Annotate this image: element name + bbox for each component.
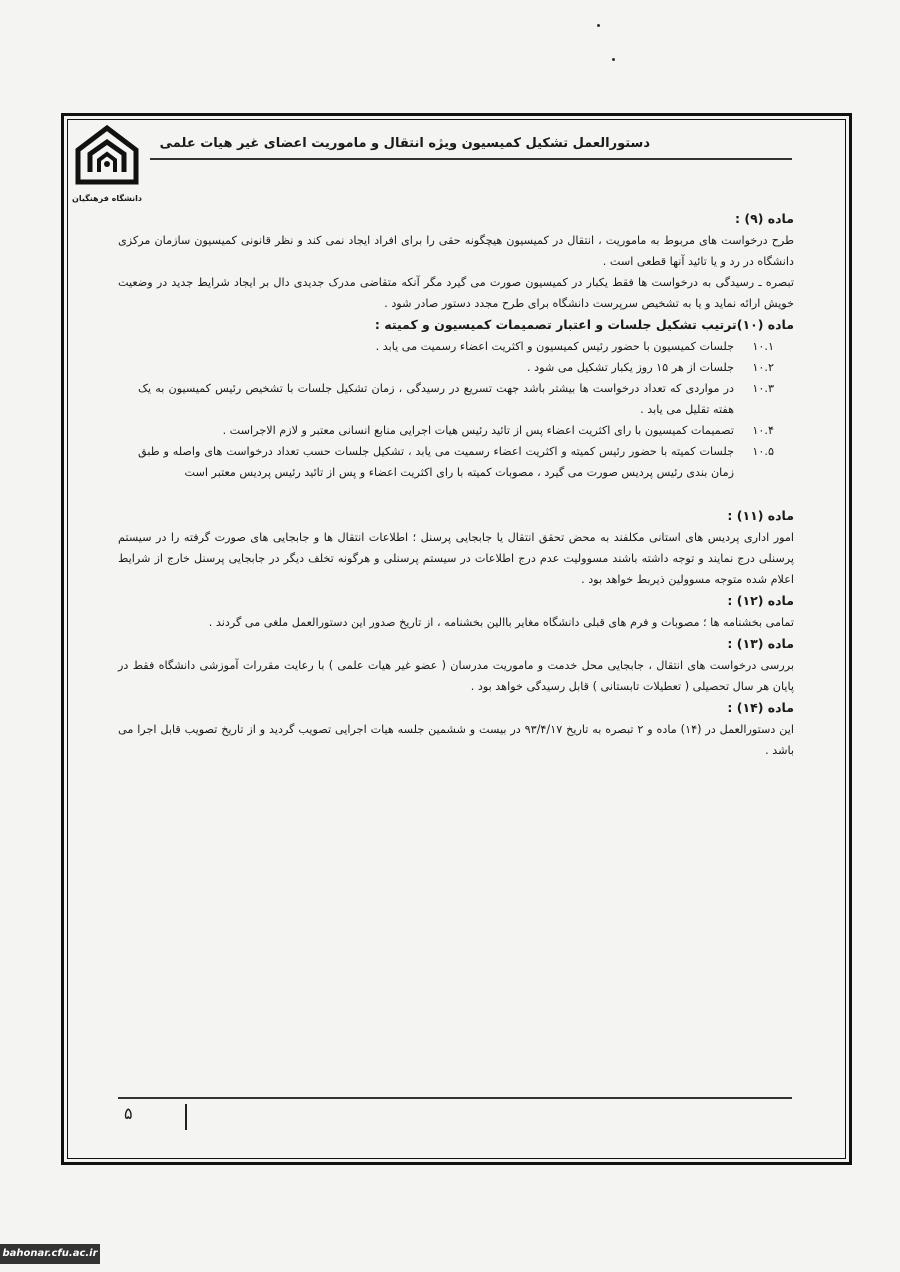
university-logo — [72, 124, 142, 220]
list-item-text: جلسات کمیته با حضور رئیس کمیته و اکثریت اعضاء رسمیت می یابد ، تشکیل جلسات حسب تعداد درخواست های واصله و طبق زمان بندی رئیس پردیس صورت می گیرد ، مصوبات کمیته با رای اکثریت اعضاء و پس از تائید رئیس پردیس معتبر است — [138, 445, 734, 479]
list-item-number: ۱۰.۳ — [752, 382, 774, 395]
document-title: دستورالعمل تشکیل کمیسیون ویژه انتقال و ماموریت اعضای غیر هیات علمی — [159, 136, 650, 151]
article-9-note: تبصره ـ رسیدگی به درخواست ها فقط یکبار در کمیسیون صورت می گیرد مگر آنکه متقاضی مدرک جدیدی دال بر ایجاد شرایط جدید در وضعیت خویش ارائه نماید و یا به تشخیص سرپرست دانشگاه برای طرح مجدد دستور صادر شود . — [118, 276, 794, 310]
page-number: ۵ — [124, 1104, 133, 1123]
article-13-text: بررسی درخواست های انتقال ، جابجایی محل خدمت و ماموریت مدرسان ( عضو غیر هیات علمی ) با رعایت مقررات آموزشی دانشگاه فقط در پایان هر سال تحصیلی ( تعطیلات تابستانی ) قابل رسیدگی خواهد بود . — [118, 659, 794, 693]
list-item — [118, 357, 794, 378]
list-item-text: جلسات کمیسیون با حضور رئیس کمیسیون و اکثریت اعضاء رسمیت می یابد . — [375, 340, 734, 353]
article-12-title: ماده (۱۲) : — [727, 593, 794, 608]
scan-dot — [597, 24, 600, 27]
logo-text: دانشگاه فرهنگیان — [72, 194, 142, 203]
list-item-text: تصمیمات کمیسیون با رای اکثریت اعضاء پس از تائید رئیس هیات اجرایی منابع انسانی معتبر و لازم الاجراست . — [222, 424, 734, 437]
footer-divider — [118, 1097, 792, 1099]
list-item-text: جلسات از هر ۱۵ روز یکبار تشکیل می شود . — [527, 361, 734, 374]
article-12-text: تمامی بخشنامه ها ؛ مصوبات و فرم های قبلی دانشگاه مغایر باالین بخشنامه ، از تاریخ صدور این دستورالعمل ملغی می گردند . — [208, 616, 794, 629]
logo-emblem-icon — [72, 124, 142, 220]
list-item — [118, 336, 794, 357]
list-item — [118, 441, 794, 483]
list-item-number: ۱۰.۵ — [752, 445, 774, 458]
article-13-title: ماده (۱۳) : — [727, 636, 794, 651]
list-item — [118, 378, 794, 420]
article-9-text: طرح درخواست های مربوط به ماموریت ، انتقال در کمیسیون هیچگونه حقی را برای افراد ایجاد نمی کند و نظر قانونی کمیسیون سازمان مرکزی دانشگاه در رد و یا تائید آنها قطعی است . — [118, 234, 794, 268]
article-11-title: ماده (۱۱) : — [727, 508, 794, 523]
list-item — [118, 420, 794, 441]
article-11-text: امور اداری پردیس های استانی مکلفند به محض تحقق انتقال یا جابجایی پرسنل ؛ اطلاعات انتقال ها و جابجایی های صورت گرفته را در سیستم پرسنلی درج نمایند و توجه داشته باشند مسوولیت عدم درج اطلاعات در سیستم پرسنلی و هرگونه تخلف دیگر در جابجایی پرسنل خارج از شرایط اعلام شده متوجه مسوولین ذیربط خواهد بود . — [118, 531, 794, 586]
footer-vertical-bar — [185, 1104, 187, 1130]
header-divider — [150, 158, 792, 160]
scan-dot — [612, 58, 615, 61]
list-item-number: ۱۰.۴ — [752, 424, 774, 437]
article-9-title: ماده (۹) : — [734, 211, 794, 226]
list-item-text: در مواردی که تعداد درخواست ها بیشتر باشد جهت تسریع در رسیدگی ، زمان تشکیل جلسات با تشخیص رئیس کمیسیون به یک هفته تقلیل می یابد . — [138, 382, 734, 416]
document-body — [118, 208, 794, 761]
source-watermark: bahonar.cfu.ac.ir — [0, 1244, 100, 1264]
article-14-title: ماده (۱۴) : — [727, 700, 794, 715]
article-14-text: این دستورالعمل در (۱۴) ماده و ۲ تبصره به تاریخ ۹۳/۴/۱۷ در بیست و ششمین جلسه هیات اجرایی تصویب گردید و از تاریخ تصویب قابل اجرا می باشد . — [118, 723, 794, 757]
list-item-number: ۱۰.۱ — [752, 340, 774, 353]
list-item-number: ۱۰.۲ — [752, 361, 774, 374]
article-10-title: ماده (۱۰)ترتیب تشکیل جلسات و اعتبار تصمیمات کمیسیون و کمیته : — [374, 317, 794, 332]
